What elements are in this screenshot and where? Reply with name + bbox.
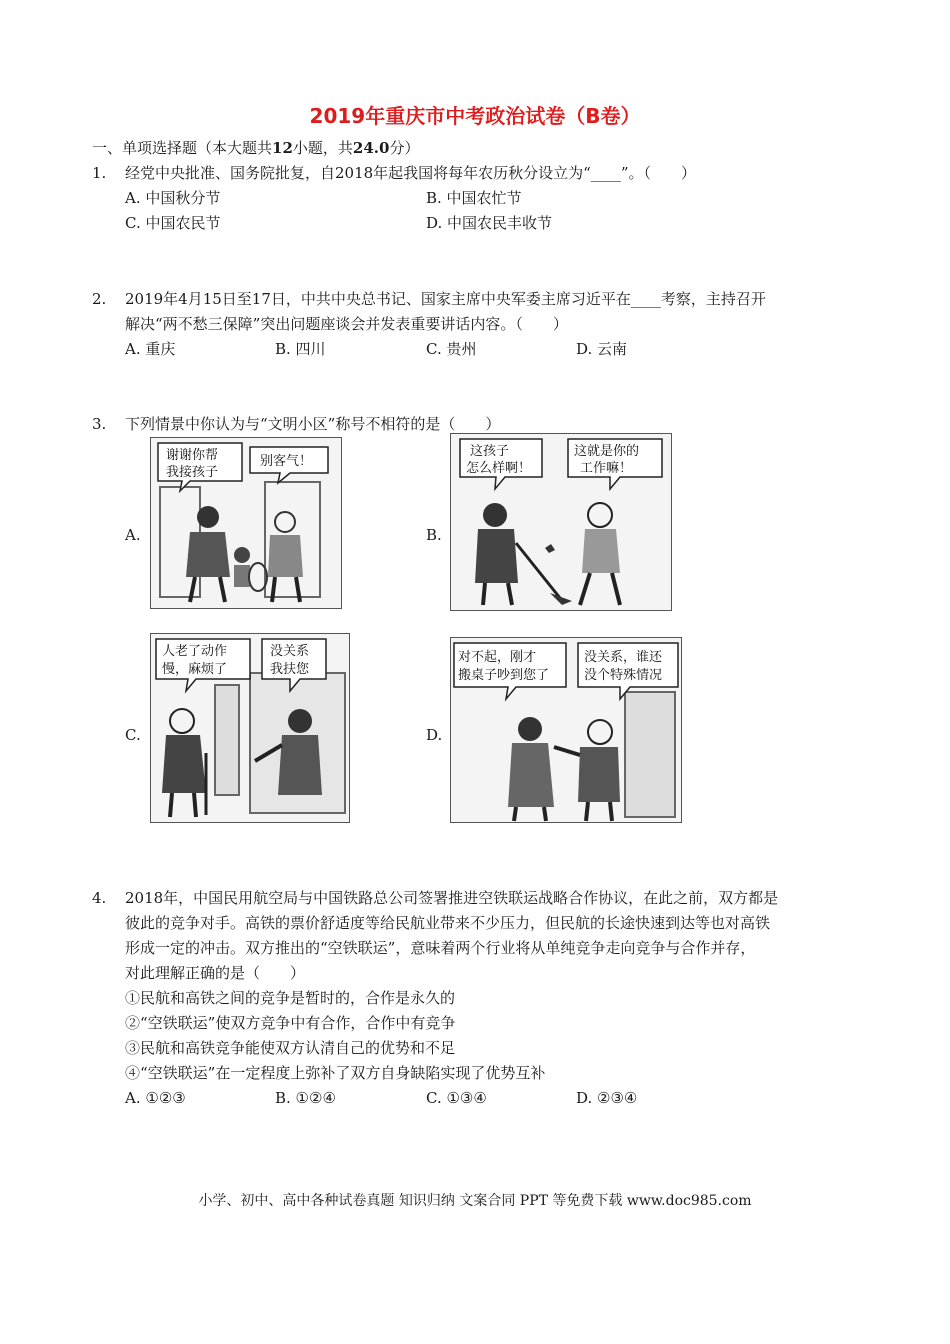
cartoon-d-image bbox=[450, 637, 682, 823]
q3-number: 3. bbox=[92, 415, 107, 433]
cartoon-b-bubble1-line2: 怎么样啊！ bbox=[466, 461, 532, 476]
q1-number: 1. bbox=[92, 164, 107, 182]
section-mid: 小题，共 bbox=[292, 139, 353, 157]
cartoon-b-bubble2-line1: 这就是你的 bbox=[574, 444, 640, 459]
page-footer: 小学、初中、高中各种试卷真题 知识归纳 文案合同 PPT 等免费下载 www.doc985.com bbox=[198, 1193, 752, 1209]
q4-option-c: C. ①③④ bbox=[426, 1089, 487, 1107]
q4-text-line2: 彼此的竞争对手。高铁的票价舒适度等给民航业带来不少压力，但民航的长途快速到达等也对高铁 bbox=[125, 914, 771, 932]
q3-label-d: D. bbox=[426, 726, 443, 744]
q3-label-a: A. bbox=[125, 526, 141, 544]
cartoon-b-bubble1-line1: 这孩子 bbox=[470, 444, 510, 459]
cartoon-b-bubble2-line2: 工作嘛！ bbox=[580, 461, 633, 476]
section-score: 24.0 bbox=[352, 139, 390, 157]
q3-label-b: B. bbox=[426, 526, 442, 544]
q4-option-b: B. ①②④ bbox=[275, 1089, 336, 1107]
cartoon-d-bubble2-line2: 没个特殊情况 bbox=[584, 668, 663, 683]
cartoon-c-bubble1-line2: 慢，麻烦了 bbox=[162, 662, 228, 677]
section-count: 12 bbox=[272, 139, 293, 157]
section-heading bbox=[92, 136, 419, 160]
q4-number: 4. bbox=[92, 889, 107, 907]
q4-statement-4: ④“空铁联运”在一定程度上弥补了双方自身缺陷实现了优势互补 bbox=[125, 1064, 546, 1082]
cartoon-d-bubble1-line1: 对不起，刚才 bbox=[458, 650, 537, 665]
q3-label-c: C. bbox=[125, 726, 141, 744]
q2-text-line1: 2019年4月15日至17日，中共中央总书记、国家主席中央军委主席习近平在____考察，主持召开 bbox=[125, 290, 766, 308]
q3-text: 下列情景中你认为与“文明小区”称号不相符的是（ ） bbox=[125, 415, 501, 433]
q1-text: 经党中央批准、国务院批复，自2018年起我国将每年农历秋分设立为“____”。（ ） bbox=[125, 164, 697, 182]
cartoon-a-image bbox=[150, 437, 342, 609]
q2-option-a: A. 重庆 bbox=[125, 340, 176, 358]
q1-option-c: C. 中国农民节 bbox=[125, 214, 221, 232]
q4-text-line1: 2018年，中国民用航空局与中国铁路总公司签署推进空铁联运战略合作协议，在此之前，双方都是 bbox=[125, 889, 779, 907]
q1-option-b: B. 中国农忙节 bbox=[426, 189, 522, 207]
section-prefix: 一、单项选择题（本大题共 bbox=[92, 139, 273, 157]
cartoon-a-bubble1-line2: 我接孩子 bbox=[166, 465, 219, 480]
q2-option-d: D. 云南 bbox=[576, 340, 628, 358]
cartoon-a-bubble1-line1: 谢谢你帮 bbox=[166, 448, 219, 463]
q2-number: 2. bbox=[92, 290, 107, 308]
q2-option-b: B. 四川 bbox=[275, 340, 326, 358]
cartoon-c-image bbox=[150, 633, 350, 823]
q4-text-line4: 对此理解正确的是（ ） bbox=[125, 964, 306, 982]
cartoon-d-bubble2-line1: 没关系，谁还 bbox=[584, 650, 663, 665]
cartoon-d-bubble1-line2: 搬桌子吵到您了 bbox=[458, 668, 550, 683]
q2-text-line2: 解决“两不愁三保障”突出问题座谈会并发表重要讲话内容。（ ） bbox=[125, 315, 568, 333]
q4-statement-1: ①民航和高铁之间的竞争是暂时的，合作是永久的 bbox=[125, 989, 456, 1007]
q1-option-d: D. 中国农民丰收节 bbox=[426, 214, 553, 232]
q4-option-d: D. ②③④ bbox=[576, 1089, 638, 1107]
cartoon-b-image bbox=[450, 433, 672, 611]
q2-option-c: C. 贵州 bbox=[426, 340, 477, 358]
cartoon-c-bubble1-line1: 人老了动作 bbox=[162, 644, 228, 659]
cartoon-a-bubble2: 别客气！ bbox=[260, 454, 313, 469]
q4-statement-2: ②“空铁联运”使双方竞争中有合作，合作中有竞争 bbox=[125, 1014, 456, 1032]
q4-option-a: A. ①②③ bbox=[125, 1089, 186, 1107]
section-suffix: 分） bbox=[389, 139, 420, 157]
cartoon-c-bubble2-line1: 没关系 bbox=[270, 644, 310, 659]
cartoon-c-bubble2-line2: 我扶您 bbox=[270, 662, 310, 677]
q4-text-line3: 形成一定的冲击。双方推出的“空铁联运”，意味着两个行业将从单纯竞争走向竞争与合作并存， bbox=[125, 939, 756, 957]
q1-option-a: A. 中国秋分节 bbox=[125, 189, 221, 207]
q4-statement-3: ③民航和高铁竞争能使双方认清自己的优势和不足 bbox=[125, 1039, 456, 1057]
page-title: 2019年重庆市中考政治试卷（B卷） bbox=[309, 104, 641, 128]
